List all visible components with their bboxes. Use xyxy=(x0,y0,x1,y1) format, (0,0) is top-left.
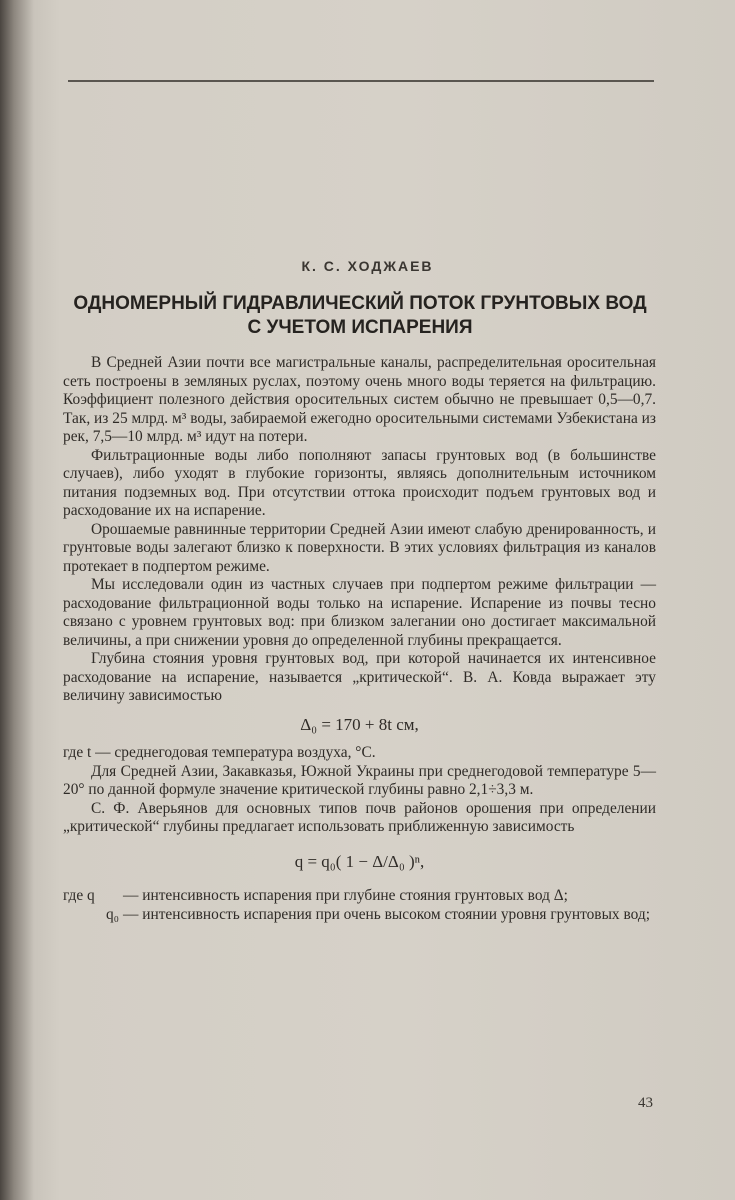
definition-text: — интенсивность испарения при глубине стояния грунтовых вод Δ; xyxy=(123,887,568,904)
definition-item xyxy=(63,887,656,906)
definition-item xyxy=(63,906,656,925)
author: К. С. ХОДЖАЕВ xyxy=(301,258,434,274)
definition-text: — интенсивность испарения при очень высоком стоянии уровня грунтовых вод; xyxy=(123,905,650,923)
paragraph-7: С. Ф. Аверьянов для основных типов почв районов орошения при определении „критической“ глубины предлагает использовать приближенную зависимость xyxy=(63,799,656,835)
paragraph-4: Мы исследовали один из частных случаев при подпертом режиме фильтрации — расходование фильтрационной воды только на испарение. Испарение из почвы тесно связано с уровнем грунтовых вод: при близком залегании оно достигает максимальной величины, а при снижении уровня до определенной глубины прекращается. xyxy=(63,576,656,649)
formula-kovda: Δ₀ = 170 + 8t см, xyxy=(300,714,419,734)
formula-1-explanation: где t — среднегодовая температура воздуха, °С. xyxy=(63,744,376,761)
paragraph-1: В Средней Азии почти все магистральные каналы, распределительная оросительная сеть построены в земляных руслах, поэтому очень много воды теряется на фильтрацию. Коэффициент полезного действия оросительных систем обычно не превышает 0,5—0,7. Так, из 25 млрд. м³ воды, забираемой ежегодно оросительными системами Узбекистана из рек, 7,5—10 млрд. м³ идут на потери. xyxy=(63,354,656,445)
header-rule xyxy=(68,80,654,82)
title-line-2: С УЧЕТОМ ИСПАРЕНИЯ xyxy=(247,317,473,338)
title-line-1: ОДНОМЕРНЫЙ ГИДРАВЛИЧЕСКИЙ ПОТОК ГРУНТОВЫХ ВОД xyxy=(73,293,647,314)
definitions-list xyxy=(63,887,656,924)
definition-symbol: где q xyxy=(63,887,95,904)
formula-averyanov: q = q₀( 1 − Δ/Δ₀ )ⁿ, xyxy=(294,851,425,871)
page-number: 43 xyxy=(638,1095,653,1111)
paragraph-2: Фильтрационные воды либо пополняют запасы грунтовых вод (в большинстве случаев), либо уходят в глубокие горизонты, являясь дополнительным источником питания подземных вод. При отсутствии оттока происходит подъем грунтовых вод и расходование их на испарение. xyxy=(63,446,656,519)
definition-symbol: q₀ xyxy=(105,905,119,923)
article-body xyxy=(63,354,656,924)
paragraph-6: Для Средней Азии, Закавказья, Южной Украины при среднегодовой температуре 5—20° по данной формуле значение критической глубины равно 2,1÷3,3 м. xyxy=(63,762,656,798)
paragraph-3: Орошаемые равнинные территории Средней Азии имеют слабую дренированность, и грунтовые воды залегают близко к поверхности. В этих условиях фильтрация из каналов протекает в подпертом режиме. xyxy=(63,520,656,575)
article-title xyxy=(40,292,680,340)
paragraph-5: Глубина стояния уровня грунтовых вод, при которой начинается их интенсивное расходование на испарение, называется „критической“. В. А. Ковда выражает эту величину зависимостью xyxy=(63,650,656,704)
